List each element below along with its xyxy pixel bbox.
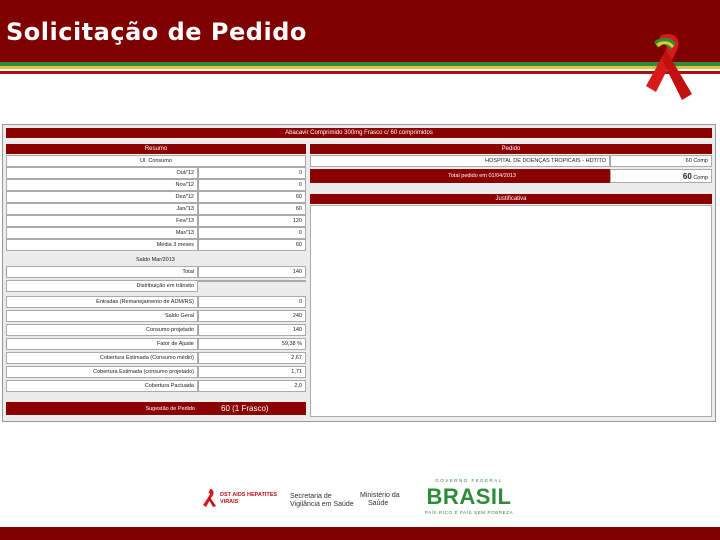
saldo-row-label: Saldo Geral [6, 310, 198, 322]
ministerio-line2: Saúde [368, 500, 389, 507]
resumo-row-value: 0 [198, 179, 306, 191]
sheet-title: Abacavir Comprimido 300mg Frasco c/ 60 comprimidos [6, 128, 712, 138]
pedido-hospital-qty: 60 Comp [610, 155, 712, 167]
resumo-row-value: 0 [198, 167, 306, 179]
saldo-row-label: Cobertura Pactuada [6, 380, 198, 392]
pedido-total-qty-cell [610, 169, 712, 183]
justificativa-textarea[interactable] [310, 205, 712, 417]
pedido-header: Pedido [310, 144, 712, 154]
svs-line1: Secretaria de [290, 493, 332, 500]
resumo-row-value: 60 [198, 203, 306, 215]
saldo-row-value: 140 [198, 266, 306, 278]
footer-bar [0, 527, 720, 540]
resumo-row-value: 60 [198, 239, 306, 251]
resumo-row-label: Jan/'13 [6, 203, 198, 215]
saldo-row-value: 140 [198, 324, 306, 336]
resumo-row-label: Out/'12 [6, 167, 198, 179]
dst-aids-text: DST AIDS HEPATITES VIRAIS [220, 492, 278, 505]
red-stripe [0, 71, 720, 74]
saldo-row-value: 59,38 % [198, 338, 306, 350]
justificativa-header: Justificativa [310, 194, 712, 204]
resumo-header: Resumo [6, 144, 306, 154]
saldo-row-value: 240 [198, 310, 306, 322]
saldo-row-value: 0 [198, 296, 306, 308]
svs-line2: Vigilância em Saúde [290, 501, 354, 508]
saldo-row-label: Entradas (Remanejamento de ADM/RS) [6, 296, 198, 308]
spreadsheet-panel [2, 124, 716, 422]
saldo-row-label: Cobertura Estimada (consumo projetado) [6, 366, 198, 378]
saldo-row-value: 2,67 [198, 352, 306, 364]
header-bar [0, 0, 720, 62]
saldo-row-value [198, 280, 306, 282]
brasil-top-text: GOVERNO FEDERAL [435, 478, 503, 483]
resumo-row-value: 60 [198, 191, 306, 203]
saldo-title: Saldo Mar/2013 [136, 257, 175, 263]
resumo-row-label: Ul. Consumo [6, 155, 306, 167]
saldo-row-value: 1,71 [198, 366, 306, 378]
resumo-row-label: Dez/'12 [6, 191, 198, 203]
saldo-row-label: Distribuição em trânsito [6, 280, 198, 292]
pedido-total-label: Total pedido em 01/04/2013 [448, 173, 516, 179]
dst-aids-logo [202, 488, 278, 508]
svs-logo [290, 493, 360, 509]
awareness-ribbon-icon [632, 30, 710, 108]
pedido-total-label-cell [310, 169, 610, 183]
pedido-total-qty: 60 [682, 172, 692, 181]
resumo-row-value: 0 [198, 227, 306, 239]
saldo-row-label: Consumo projetado [6, 324, 198, 336]
brasil-main-text: BRASIL [426, 484, 512, 509]
saldo-row-label: Cobertura Estimada (Consumo médio) [6, 352, 198, 364]
saldo-row-label: Total [6, 266, 198, 278]
brasil-logo [418, 478, 520, 520]
ministerio-line1: Ministério da [360, 492, 400, 499]
resumo-row-label: Nov/'12 [6, 179, 198, 191]
resumo-row-label: Fev/'13 [6, 215, 198, 227]
sugestao-label: Sugestão de Pedido [145, 406, 195, 412]
sugestao-value: 60 (1 Frasco) [221, 404, 269, 413]
ministerio-logo [360, 492, 410, 508]
pedido-total-unit: Comp [693, 175, 708, 181]
pedido-hospital: HOSPITAL DE DOENÇAS TROPICAIS - HDT/TO [310, 155, 610, 167]
ribbon-icon [202, 488, 218, 508]
resumo-row-label: Mar/'13 [6, 227, 198, 239]
resumo-row-value: 120 [198, 215, 306, 227]
saldo-row-label: Fator de Ajuste [6, 338, 198, 350]
brasil-sub-text: PAÍS RICO É PAÍS SEM POBREZA [424, 510, 514, 515]
saldo-row-value: 2,0 [198, 380, 306, 392]
page-title: Solicitação de Pedido [6, 18, 307, 46]
resumo-row-label: Média 3 meses [6, 239, 198, 251]
